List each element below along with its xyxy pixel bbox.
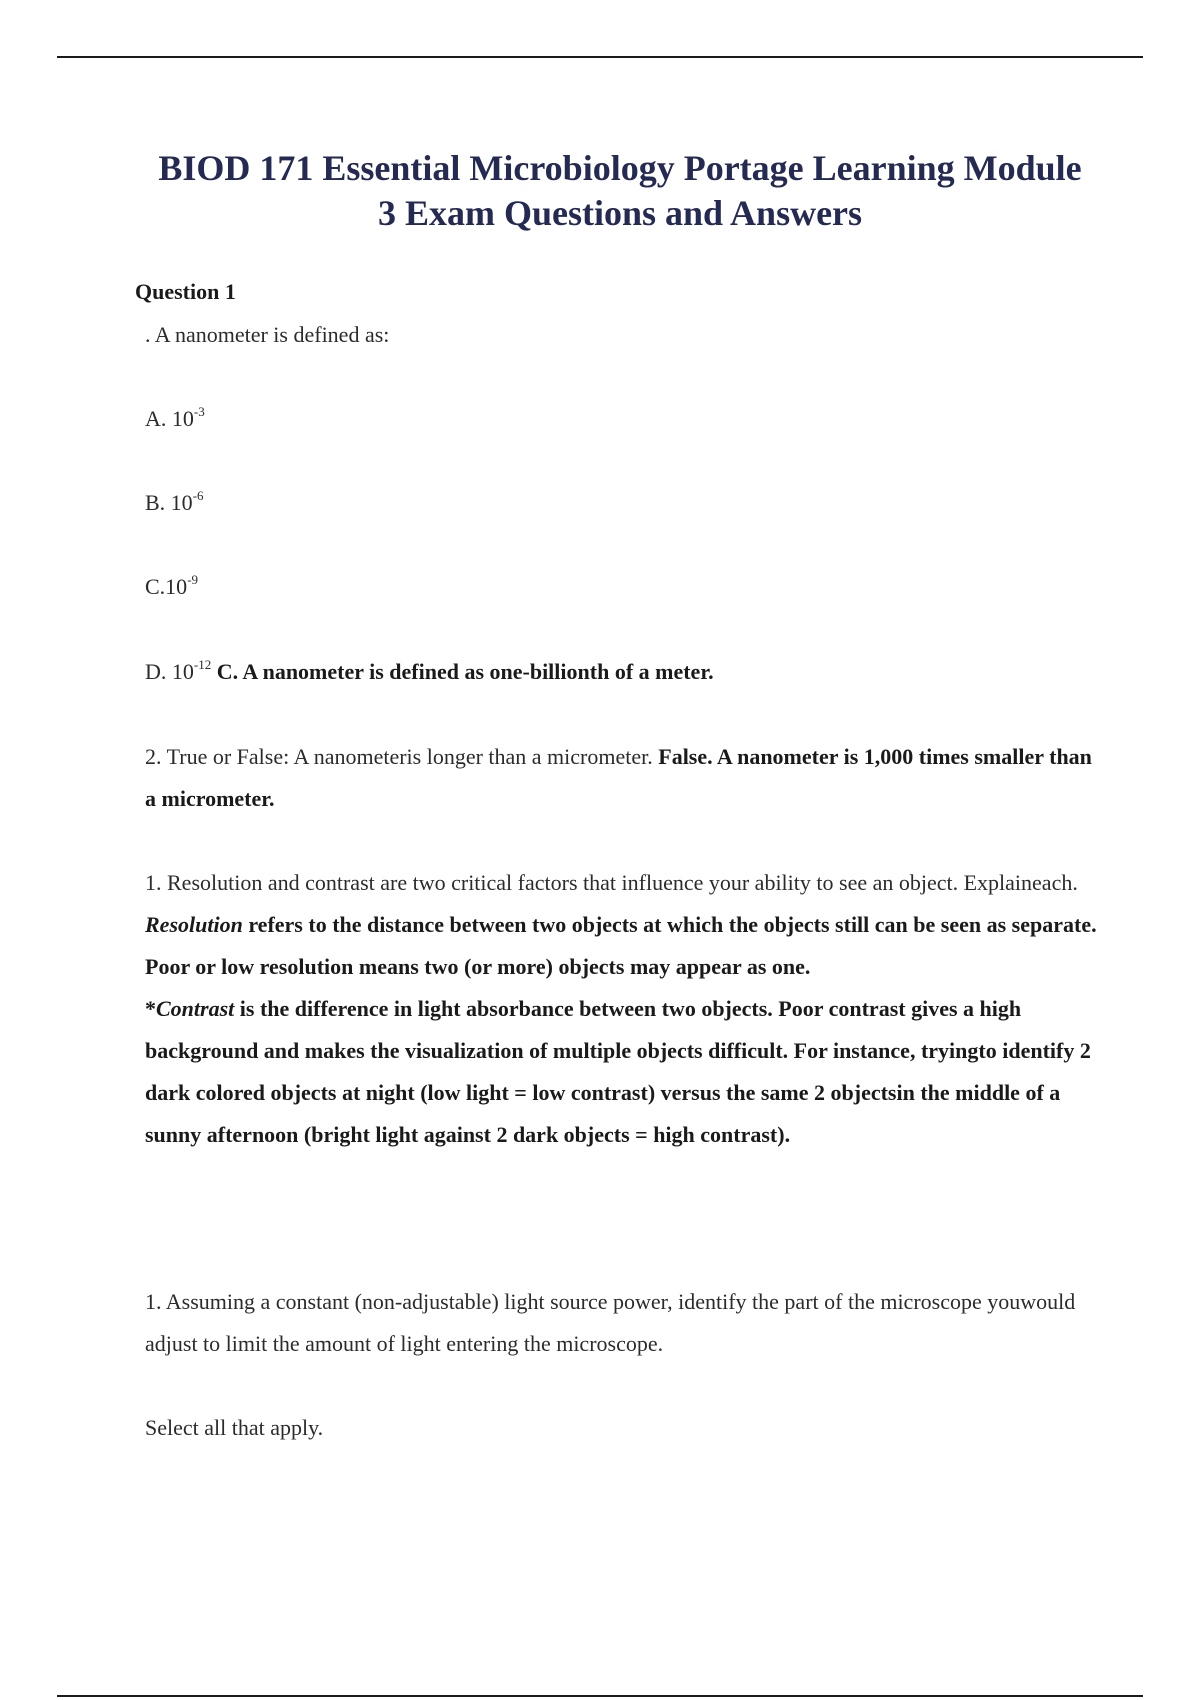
question-2-prompt: 2. True or False: A nanometeris longer than a micrometer.	[145, 744, 659, 769]
question-2	[145, 736, 1100, 820]
option-a	[145, 398, 205, 440]
title-line-2: 3 Exam Questions and Answers	[377, 193, 863, 233]
question-1-answer: C. A nanometer is defined as one-billionth of a meter.	[216, 659, 714, 684]
contrast-term: Contrast	[156, 996, 235, 1021]
contrast-prefix: *	[145, 996, 156, 1021]
option-c-label: C.10	[145, 574, 188, 599]
option-d-exponent: -12	[193, 657, 212, 672]
question-2-answer: False. A nanometer is 1,000 times smaller than a micrometer.	[145, 744, 1092, 811]
option-b-exponent: -6	[192, 488, 204, 503]
question-1-prompt: . A nanometer is defined as:	[145, 322, 390, 347]
option-a-label: A. 10	[145, 406, 194, 431]
bottom-rule	[57, 1695, 1143, 1697]
contrast-answer: is the difference in light absorbance between two objects. Poor contrast gives a high background and makes the visualization of multiple objects difficult. For instance, tryingto identify 2 dark colored objects at night (low light = low contrast) versus the same 2 objectsin the middle of a sunny afternoon (bright light against 2 dark objects = high contrast).	[145, 996, 1091, 1147]
resolution-answer: refers to the distance between two objects at which the objects still can be seen as separate. Poor or low resolution means two (or more) objects may appear as one.	[145, 912, 1097, 979]
question-3-prompt: 1. Resolution and contrast are two critical factors that influence your ability to see an object. Explaineach.	[145, 870, 1078, 895]
option-a-exponent: -3	[193, 404, 205, 419]
resolution-term: Resolution	[145, 912, 243, 937]
option-b-label: B. 10	[145, 490, 193, 515]
question-4-instruction: Select all that apply.	[145, 1415, 324, 1440]
option-c	[145, 566, 198, 608]
question-4-prompt: 1. Assuming a constant (non-adjustable) light source power, identify the part of the microscope youwould adjust to limit the amount of light entering the microscope.	[145, 1289, 1076, 1356]
top-rule	[57, 56, 1143, 58]
page-title	[90, 146, 1150, 236]
question-3	[145, 862, 1100, 1156]
title-line-1: BIOD 171 Essential Microbiology Portage Learning Module	[158, 148, 1082, 188]
option-d-label: D. 10	[145, 659, 194, 684]
option-b	[145, 482, 204, 524]
option-c-exponent: -9	[187, 572, 199, 587]
question-heading: Question 1	[135, 279, 236, 304]
option-d	[145, 651, 714, 693]
